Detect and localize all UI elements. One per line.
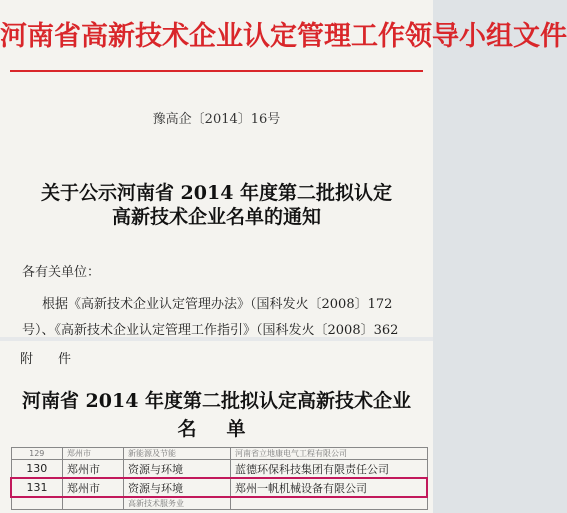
row-number: 131 [11, 478, 63, 497]
list-title-line-1: 河南省 2014 年度第二批拟认定高新技术企业 [21, 390, 412, 412]
row-number: 129 [11, 448, 63, 460]
row-city: 郑州市 [63, 448, 124, 460]
row-field: 高新技术服务业 [124, 497, 231, 510]
table-row [11, 448, 427, 460]
row-number [11, 497, 63, 510]
header-divider [10, 70, 423, 72]
attachment-label: 附 件 [20, 352, 78, 367]
row-company: 蓝德环保科技集团有限责任公司 [231, 460, 428, 479]
row-field: 资源与环境 [124, 478, 231, 497]
notice-title-line-2: 高新技术企业名单的通知 [111, 206, 321, 228]
row-company: 河南省立地康电气工程有限公司 [231, 448, 428, 460]
row-city: 郑州市 [63, 478, 124, 497]
row-company: 郑州一帆机械设备有限公司 [231, 478, 428, 497]
red-header-title: 河南省高新技术企业认定管理工作领导小组文件 [0, 21, 567, 52]
table-row [11, 460, 427, 479]
body-line-2: 号）、《高新技术企业认定管理工作指引》（国科发火〔2008〕362 [22, 323, 399, 338]
table-row-highlighted [11, 478, 427, 497]
company-list-table [10, 447, 428, 510]
body-line-1: 根据《高新技术企业认定管理办法》（国科发火〔2008〕172 [42, 297, 393, 312]
addressee: 各有关单位： [22, 265, 101, 280]
notice-title-line-1: 关于公示河南省 2014 年度第二批拟认定 [40, 182, 393, 204]
row-number: 130 [11, 460, 63, 479]
row-company [231, 497, 428, 510]
row-city: 郑州市 [63, 460, 124, 479]
row-field: 新能源及节能 [124, 448, 231, 460]
table-row [11, 497, 427, 510]
list-title-line-2: 名单 [177, 418, 276, 440]
row-city [63, 497, 124, 510]
row-field: 资源与环境 [124, 460, 231, 479]
document-number: 豫高企〔2014〕16号 [152, 112, 281, 127]
